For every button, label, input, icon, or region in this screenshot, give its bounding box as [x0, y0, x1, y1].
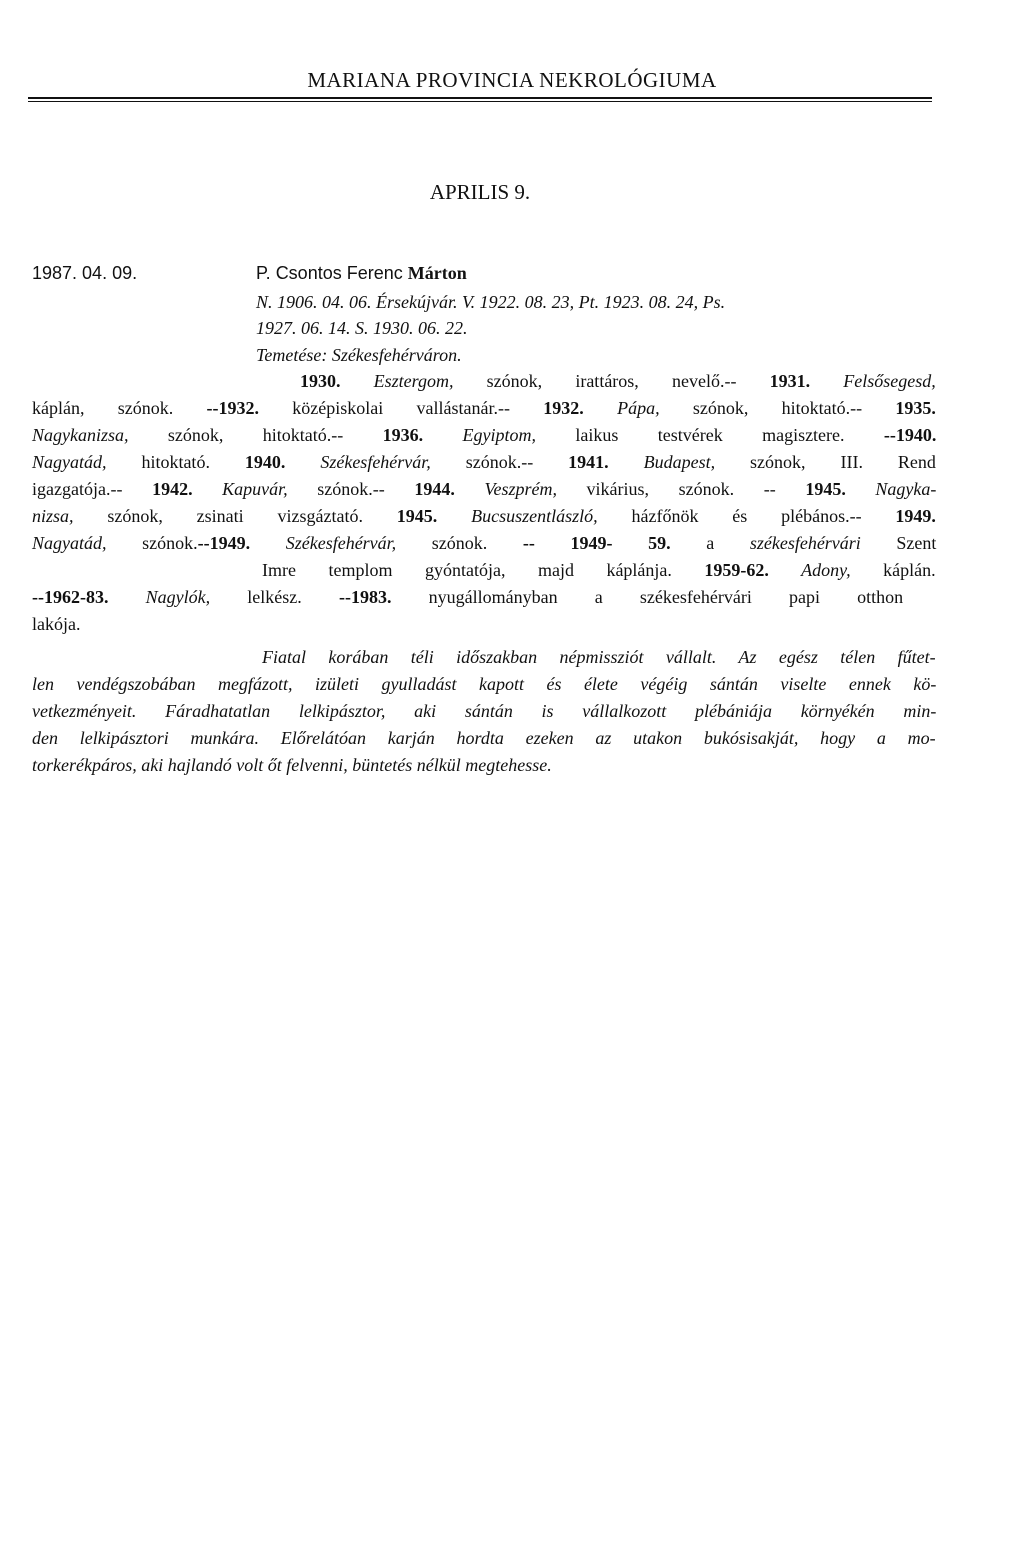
- entry-death-date: 1987. 04. 09.: [32, 263, 138, 283]
- career-line-run: Szent: [860, 533, 937, 553]
- career-line: [32, 450, 936, 474]
- career-line: [300, 369, 936, 393]
- entry-vitals-line-1: N. 1906. 04. 06. Érsekújvár. V. 1922. 08. 23, Pt. 1923. 08. 24, Ps.: [256, 292, 726, 312]
- entry-name-religious: Márton: [407, 263, 467, 283]
- career-line-run: káplán, szónok.: [32, 398, 207, 418]
- entry-burial: Temetése: Székesfehérváron.: [256, 345, 462, 365]
- career-line-run: középiskolai vallástanár.--: [259, 398, 544, 418]
- career-line-run: --1940.: [883, 425, 937, 445]
- story-line: len vendégszobában megfázott, izületi gyulladást kapott és élete végéig sántán viselte ennek kö-: [32, 674, 937, 694]
- career-line-run: Nagyka-: [845, 479, 937, 499]
- career-line-run: --1932.: [206, 398, 260, 418]
- career-line-last: lakója.: [32, 614, 81, 634]
- career-line-run: 1940.: [244, 452, 286, 472]
- career-line-run: Egyiptom,: [423, 425, 536, 445]
- career-line-run: 1930.: [300, 371, 341, 391]
- career-line-run: 1931.: [769, 371, 811, 391]
- date-heading: APRILIS 9.: [429, 180, 531, 204]
- career-line-run: házfőnök és plébános.--: [597, 506, 896, 526]
- career-line-run: Felsősegesd,: [810, 371, 936, 391]
- career-line-run: 1959-62.: [704, 560, 769, 580]
- career-line-run: laikus testvérek magisztere.: [535, 425, 884, 445]
- story-line: Fiatal korában téli időszakban népmissziót vállalt. Az egész télen fűtet-: [262, 647, 936, 667]
- career-line-run: szónok, hitoktató.--: [659, 398, 896, 418]
- career-line-run: szónok, zsinati vizsgáztató.: [73, 506, 397, 526]
- career-line-run: szónok, hitoktató.--: [128, 425, 383, 445]
- career-line-run: nyugállományban a székesfehérvári papi otthon: [391, 587, 904, 607]
- career-line-run: Imre templom gyóntatója, majd káplánja.: [262, 560, 705, 580]
- entry-vitals-line-2: 1927. 06. 14. S. 1930. 06. 22.: [256, 318, 468, 338]
- career-line-run: --1949.: [197, 533, 251, 553]
- career-line-run: 1941.: [568, 452, 609, 472]
- career-line-run: lelkész.: [210, 587, 339, 607]
- career-line: [32, 477, 936, 501]
- career-line: [32, 423, 936, 447]
- career-line: [32, 504, 936, 528]
- career-line-run: 1949.: [895, 506, 936, 526]
- career-line-run: szónok.: [106, 533, 198, 553]
- story-line-last: torkerékpáros, aki hajlandó volt őt felvenni, büntetés nélkül megtehesse.: [32, 755, 552, 775]
- career-line-run: szónok, irattáros, nevelő.--: [453, 371, 770, 391]
- career-line-run: 1944.: [414, 479, 455, 499]
- career-line: [262, 558, 936, 582]
- header-rule: [28, 97, 932, 102]
- story-line: vetkezményeit. Fáradhatatlan lelkipásztor, aki sántán is vállalkozott plébániája környékén min-: [32, 701, 937, 721]
- career-line-run: a: [670, 533, 750, 553]
- career-line-run: Székesfehérvár,: [285, 452, 431, 472]
- career-line-run: -- 1949- 59.: [522, 533, 671, 553]
- page-header-title: MARIANA PROVINCIA NEKROLÓGIUMA: [307, 68, 717, 92]
- career-line-run: Esztergom,: [340, 371, 454, 391]
- career-line-run: Veszprém,: [454, 479, 557, 499]
- career-line-run: Kapuvár,: [192, 479, 288, 499]
- career-line: [32, 531, 936, 555]
- career-line-run: 1945.: [396, 506, 438, 526]
- career-line-run: 1942.: [152, 479, 193, 499]
- career-line-run: káplán.: [850, 560, 936, 580]
- career-line-run: Budapest,: [608, 452, 716, 472]
- career-line-run: szónok, III. Rend: [715, 452, 936, 472]
- career-line-run: igazgatója.--: [32, 479, 153, 499]
- career-line-run: Székesfehérvár,: [250, 533, 397, 553]
- career-line-run: Nagyatád,: [32, 452, 107, 472]
- career-line-run: Bucsuszentlászló,: [437, 506, 598, 526]
- career-line-run: --1983.: [338, 587, 392, 607]
- career-line-run: szónok.--: [430, 452, 569, 472]
- career-line-run: székesfehérvári: [749, 533, 861, 553]
- entry-name: [256, 263, 467, 284]
- career-line-run: 1936.: [382, 425, 424, 445]
- career-line-run: 1932.: [543, 398, 584, 418]
- career-line-run: hitoktató.: [106, 452, 245, 472]
- story-line: den lelkipásztori munkára. Előrelátóan karján hordta ezeken az utakon bukósisakját, hogy a mo-: [32, 728, 936, 748]
- career-line-run: nizsa,: [32, 506, 74, 526]
- career-line: [32, 396, 936, 420]
- career-line-run: Adony,: [768, 560, 851, 580]
- career-line-run: szónok.: [396, 533, 523, 553]
- entry-name-prefix: P. Csontos Ferenc: [256, 263, 403, 283]
- career-line-run: vikárius, szónok. --: [556, 479, 806, 499]
- career-line-run: szónok.--: [287, 479, 415, 499]
- career-line-run: 1935.: [895, 398, 936, 418]
- career-line: [32, 585, 936, 609]
- career-line-run: Pápa,: [583, 398, 660, 418]
- career-line-run: --1962-83.: [32, 587, 109, 607]
- career-line-run: Nagykanizsa,: [32, 425, 129, 445]
- career-line-run: 1945.: [805, 479, 846, 499]
- career-line-run: Nagylók,: [108, 587, 211, 607]
- career-line-run: Nagyatád,: [32, 533, 107, 553]
